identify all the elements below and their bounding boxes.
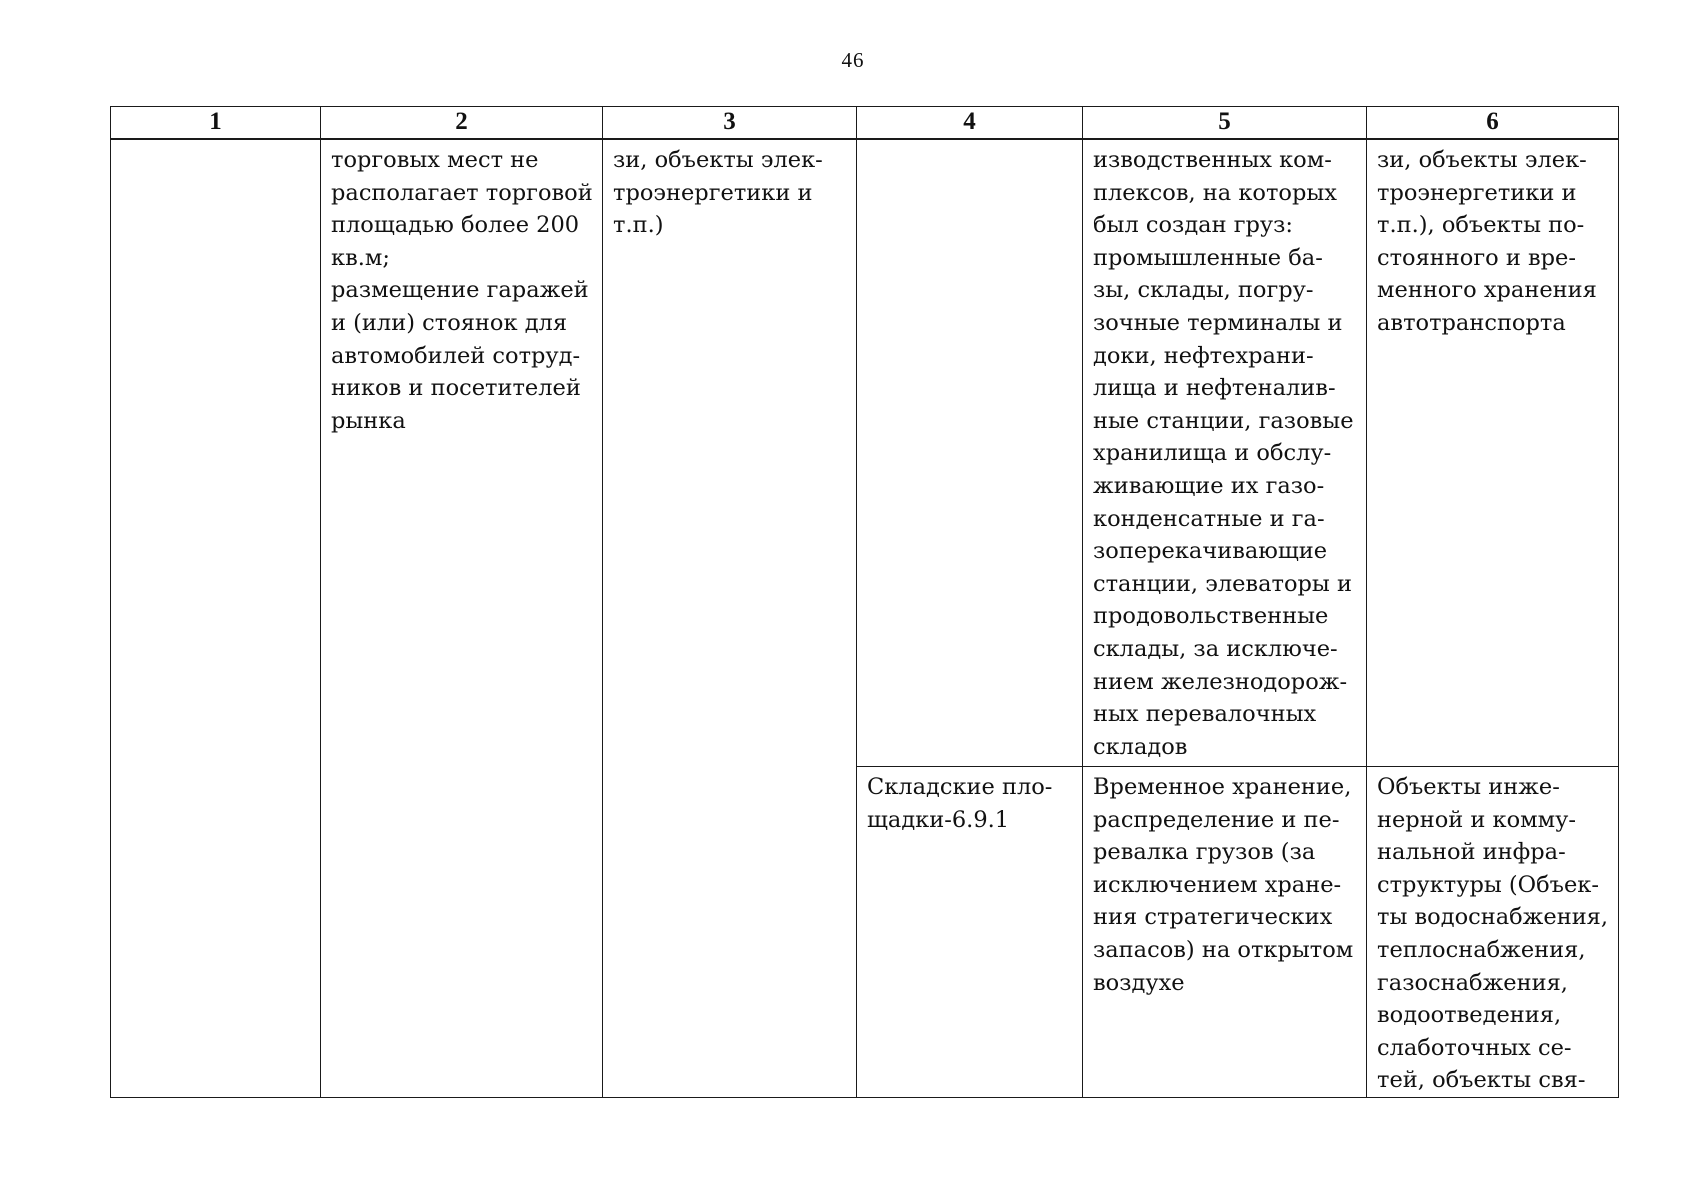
- cell-col4: [857, 139, 1083, 767]
- cell-col4: Складские пло- щадки-6.9.1: [857, 767, 1083, 1098]
- column-header-3: 3: [603, 107, 857, 140]
- column-header-2: 2: [321, 107, 603, 140]
- column-header-5: 5: [1083, 107, 1367, 140]
- document-table: [110, 106, 1619, 1098]
- cell-col5: изводственных ком- плексов, на которых был создан груз: промышленные ба- зы, склады, погру- зочные терминалы и доки, нефтехрани- лища и нефтеналив- ные станции, газовые хранилища и обслу- живающие их газо- конденсатные и га- зоперекачивающие станции, элеваторы и продовольственные склады, за исключе- нием железнодорож- ных перевалочных складов: [1083, 139, 1367, 767]
- table-row: [111, 139, 1619, 767]
- page-number: 46: [841, 48, 865, 72]
- table-header-row: [111, 107, 1619, 140]
- column-header-4: 4: [857, 107, 1083, 140]
- column-header-6: 6: [1367, 107, 1619, 140]
- cell-col3: зи, объекты элек- троэнергетики и т.п.): [603, 139, 857, 1098]
- cell-col2: торговых мест не располагает торговой площадью более 200 кв.м; размещение гаражей и (или) стоянок для автомобилей сотруд- ников и посетителей рынка: [321, 139, 603, 1098]
- cell-col1: [111, 139, 321, 1098]
- cell-col6: зи, объекты элек- троэнергетики и т.п.), объекты по- стоянного и вре- менного хранения автотранспорта: [1367, 139, 1619, 767]
- cell-col5: Временное хранение, распределение и пе- ревалка грузов (за исключением хране- ния стратегических запасов) на открытом воздухе: [1083, 767, 1367, 1098]
- column-header-1: 1: [111, 107, 321, 140]
- cell-col6: Объекты инже- нерной и комму- нальной инфра- структуры (Объек- ты водоснабжения, теплоснабжения, газоснабжения, водоотведения, слаботочных се- тей, объекты свя-: [1367, 767, 1619, 1098]
